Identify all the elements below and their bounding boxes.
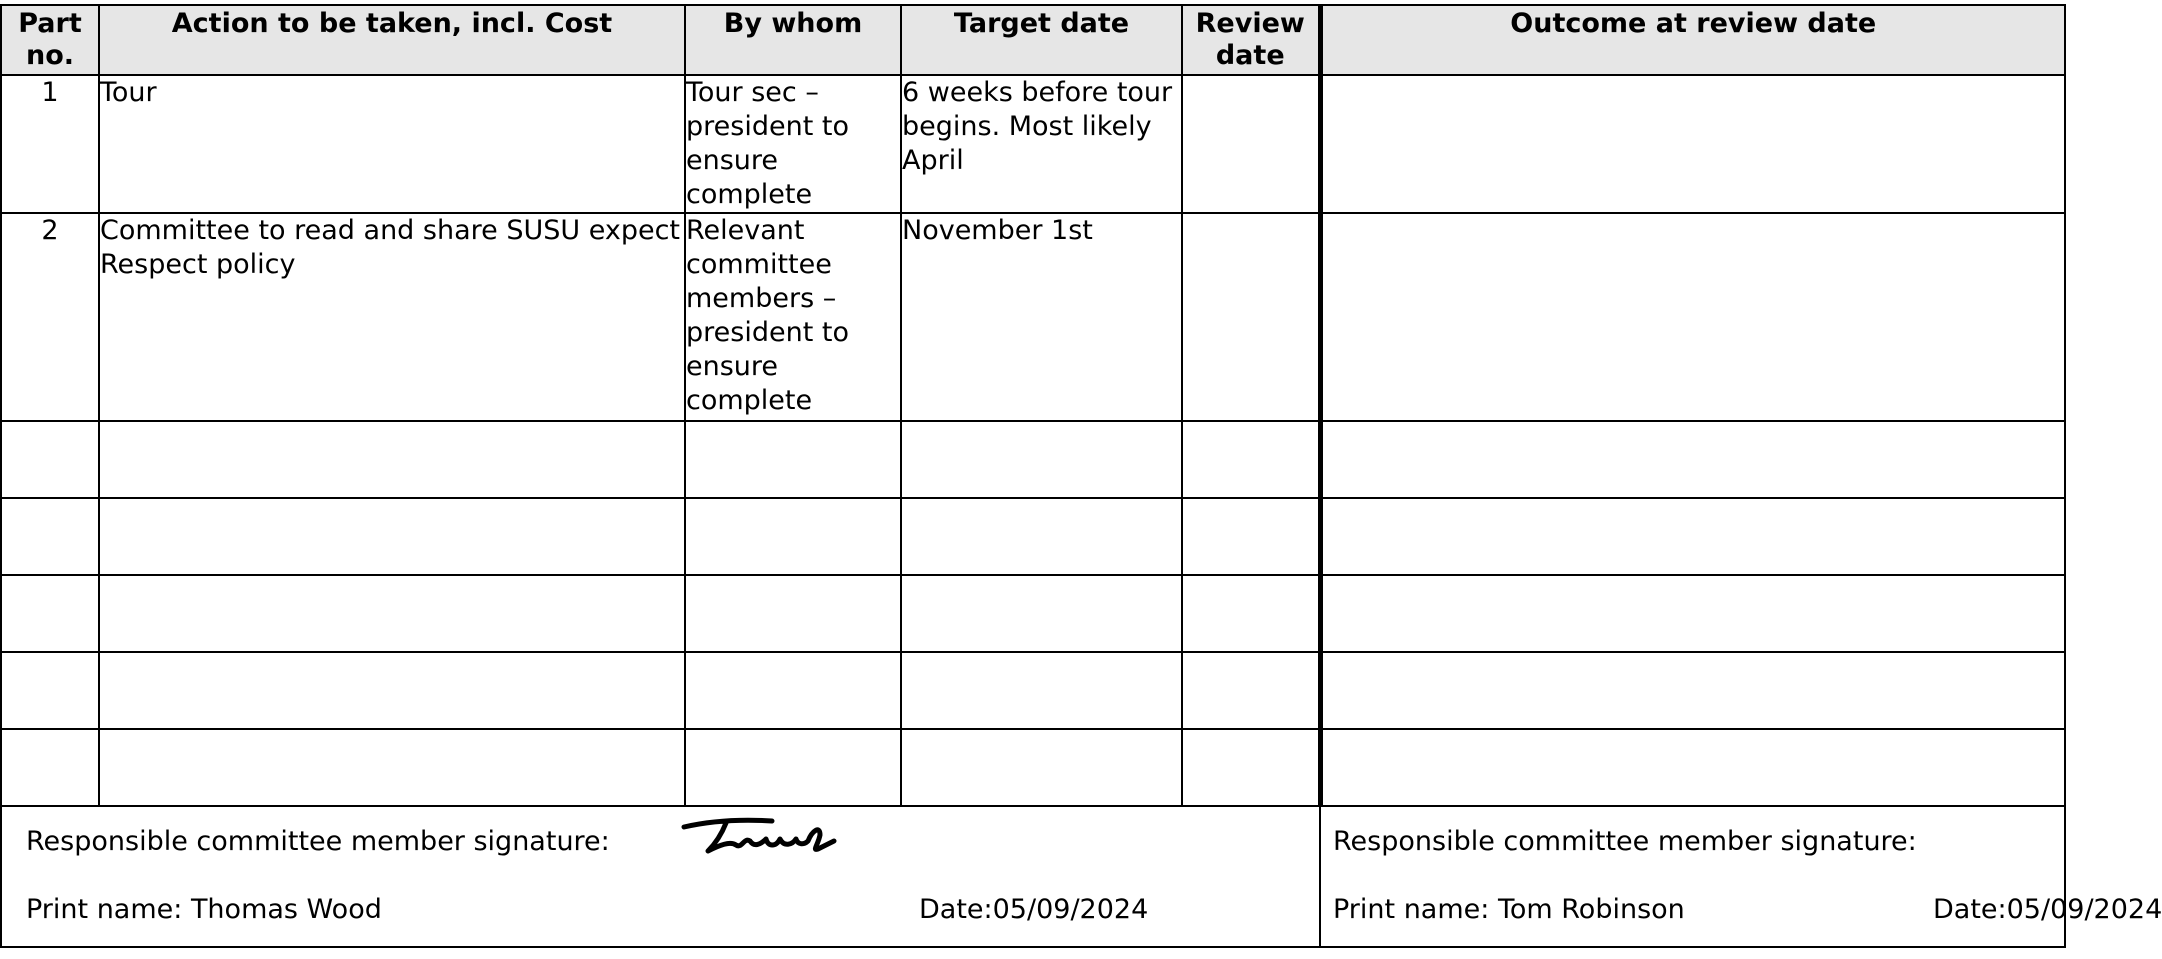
- by-whom-cell: [685, 421, 901, 498]
- outcome-cell: [1320, 421, 2065, 498]
- left-signature-block: [1, 806, 1320, 947]
- action-cell: [99, 652, 685, 729]
- outcome-cell: [1320, 652, 2065, 729]
- review-date-cell: [1182, 652, 1320, 729]
- by-whom-cell: Tour sec – president to ensure complete: [685, 75, 901, 213]
- print-name: Print name: Thomas Wood: [26, 894, 382, 925]
- header-action: Action to be taken, incl. Cost: [99, 5, 685, 75]
- part-no-cell: [1, 498, 99, 575]
- table-row: [1, 421, 2065, 498]
- table-row: [1, 75, 2065, 213]
- table-header-row: [1, 5, 2065, 75]
- action-cell: [99, 421, 685, 498]
- handwritten-signature: [680, 815, 850, 859]
- signature-date: Date:05/09/2024: [1933, 894, 2162, 925]
- print-name: Print name: Tom Robinson: [1333, 894, 1685, 925]
- table-row: [1, 575, 2065, 652]
- target-date-cell: [901, 498, 1182, 575]
- review-date-cell: [1182, 575, 1320, 652]
- action-cell: [99, 498, 685, 575]
- by-whom-cell: Relevant committee members – president to ensure complete: [685, 213, 901, 421]
- review-date-cell: [1182, 213, 1320, 421]
- table-row: [1, 498, 2065, 575]
- target-date-cell: [901, 575, 1182, 652]
- by-whom-cell: [685, 575, 901, 652]
- part-no-cell: 1: [1, 75, 99, 213]
- by-whom-cell: [685, 652, 901, 729]
- by-whom-cell: [685, 729, 901, 806]
- outcome-cell: [1320, 575, 2065, 652]
- header-outcome: Outcome at review date: [1320, 5, 2065, 75]
- action-cell: [99, 729, 685, 806]
- review-date-cell: [1182, 729, 1320, 806]
- part-no-cell: [1, 729, 99, 806]
- review-date-cell: [1182, 421, 1320, 498]
- outcome-cell: [1320, 213, 2065, 421]
- target-date-cell: [901, 421, 1182, 498]
- signature-row: [1, 806, 2065, 947]
- target-date-cell: [901, 652, 1182, 729]
- part-no-cell: 2: [1, 213, 99, 421]
- action-plan-table: [0, 4, 2162, 948]
- target-date-cell: 6 weeks before tour begins. Most likely April: [901, 75, 1182, 213]
- target-date-cell: [901, 729, 1182, 806]
- table-row: [1, 729, 2065, 806]
- action-cell: Committee to read and share SUSU expect Respect policy: [99, 213, 685, 421]
- signature-date: Date:05/09/2024: [919, 894, 1149, 925]
- right-signature-block: [1320, 806, 2162, 947]
- header-part-no: Part no.: [1, 5, 99, 75]
- part-no-cell: [1, 575, 99, 652]
- action-cell: [99, 575, 685, 652]
- header-review-date: Review date: [1182, 5, 1320, 75]
- table-row: [1, 652, 2065, 729]
- outcome-cell: [1320, 498, 2065, 575]
- by-whom-cell: [685, 498, 901, 575]
- signature-label: Responsible committee member signature:: [26, 826, 610, 857]
- header-by-whom: By whom: [685, 5, 901, 75]
- review-date-cell: [1182, 75, 1320, 213]
- review-date-cell: [1182, 498, 1320, 575]
- target-date-cell: November 1st: [901, 213, 1182, 421]
- part-no-cell: [1, 421, 99, 498]
- header-target-date: Target date: [901, 5, 1182, 75]
- table-row: [1, 213, 2065, 421]
- outcome-cell: [1320, 729, 2065, 806]
- action-cell: Tour: [99, 75, 685, 213]
- outcome-cell: [1320, 75, 2065, 213]
- signature-label: Responsible committee member signature:: [1333, 826, 1917, 857]
- part-no-cell: [1, 652, 99, 729]
